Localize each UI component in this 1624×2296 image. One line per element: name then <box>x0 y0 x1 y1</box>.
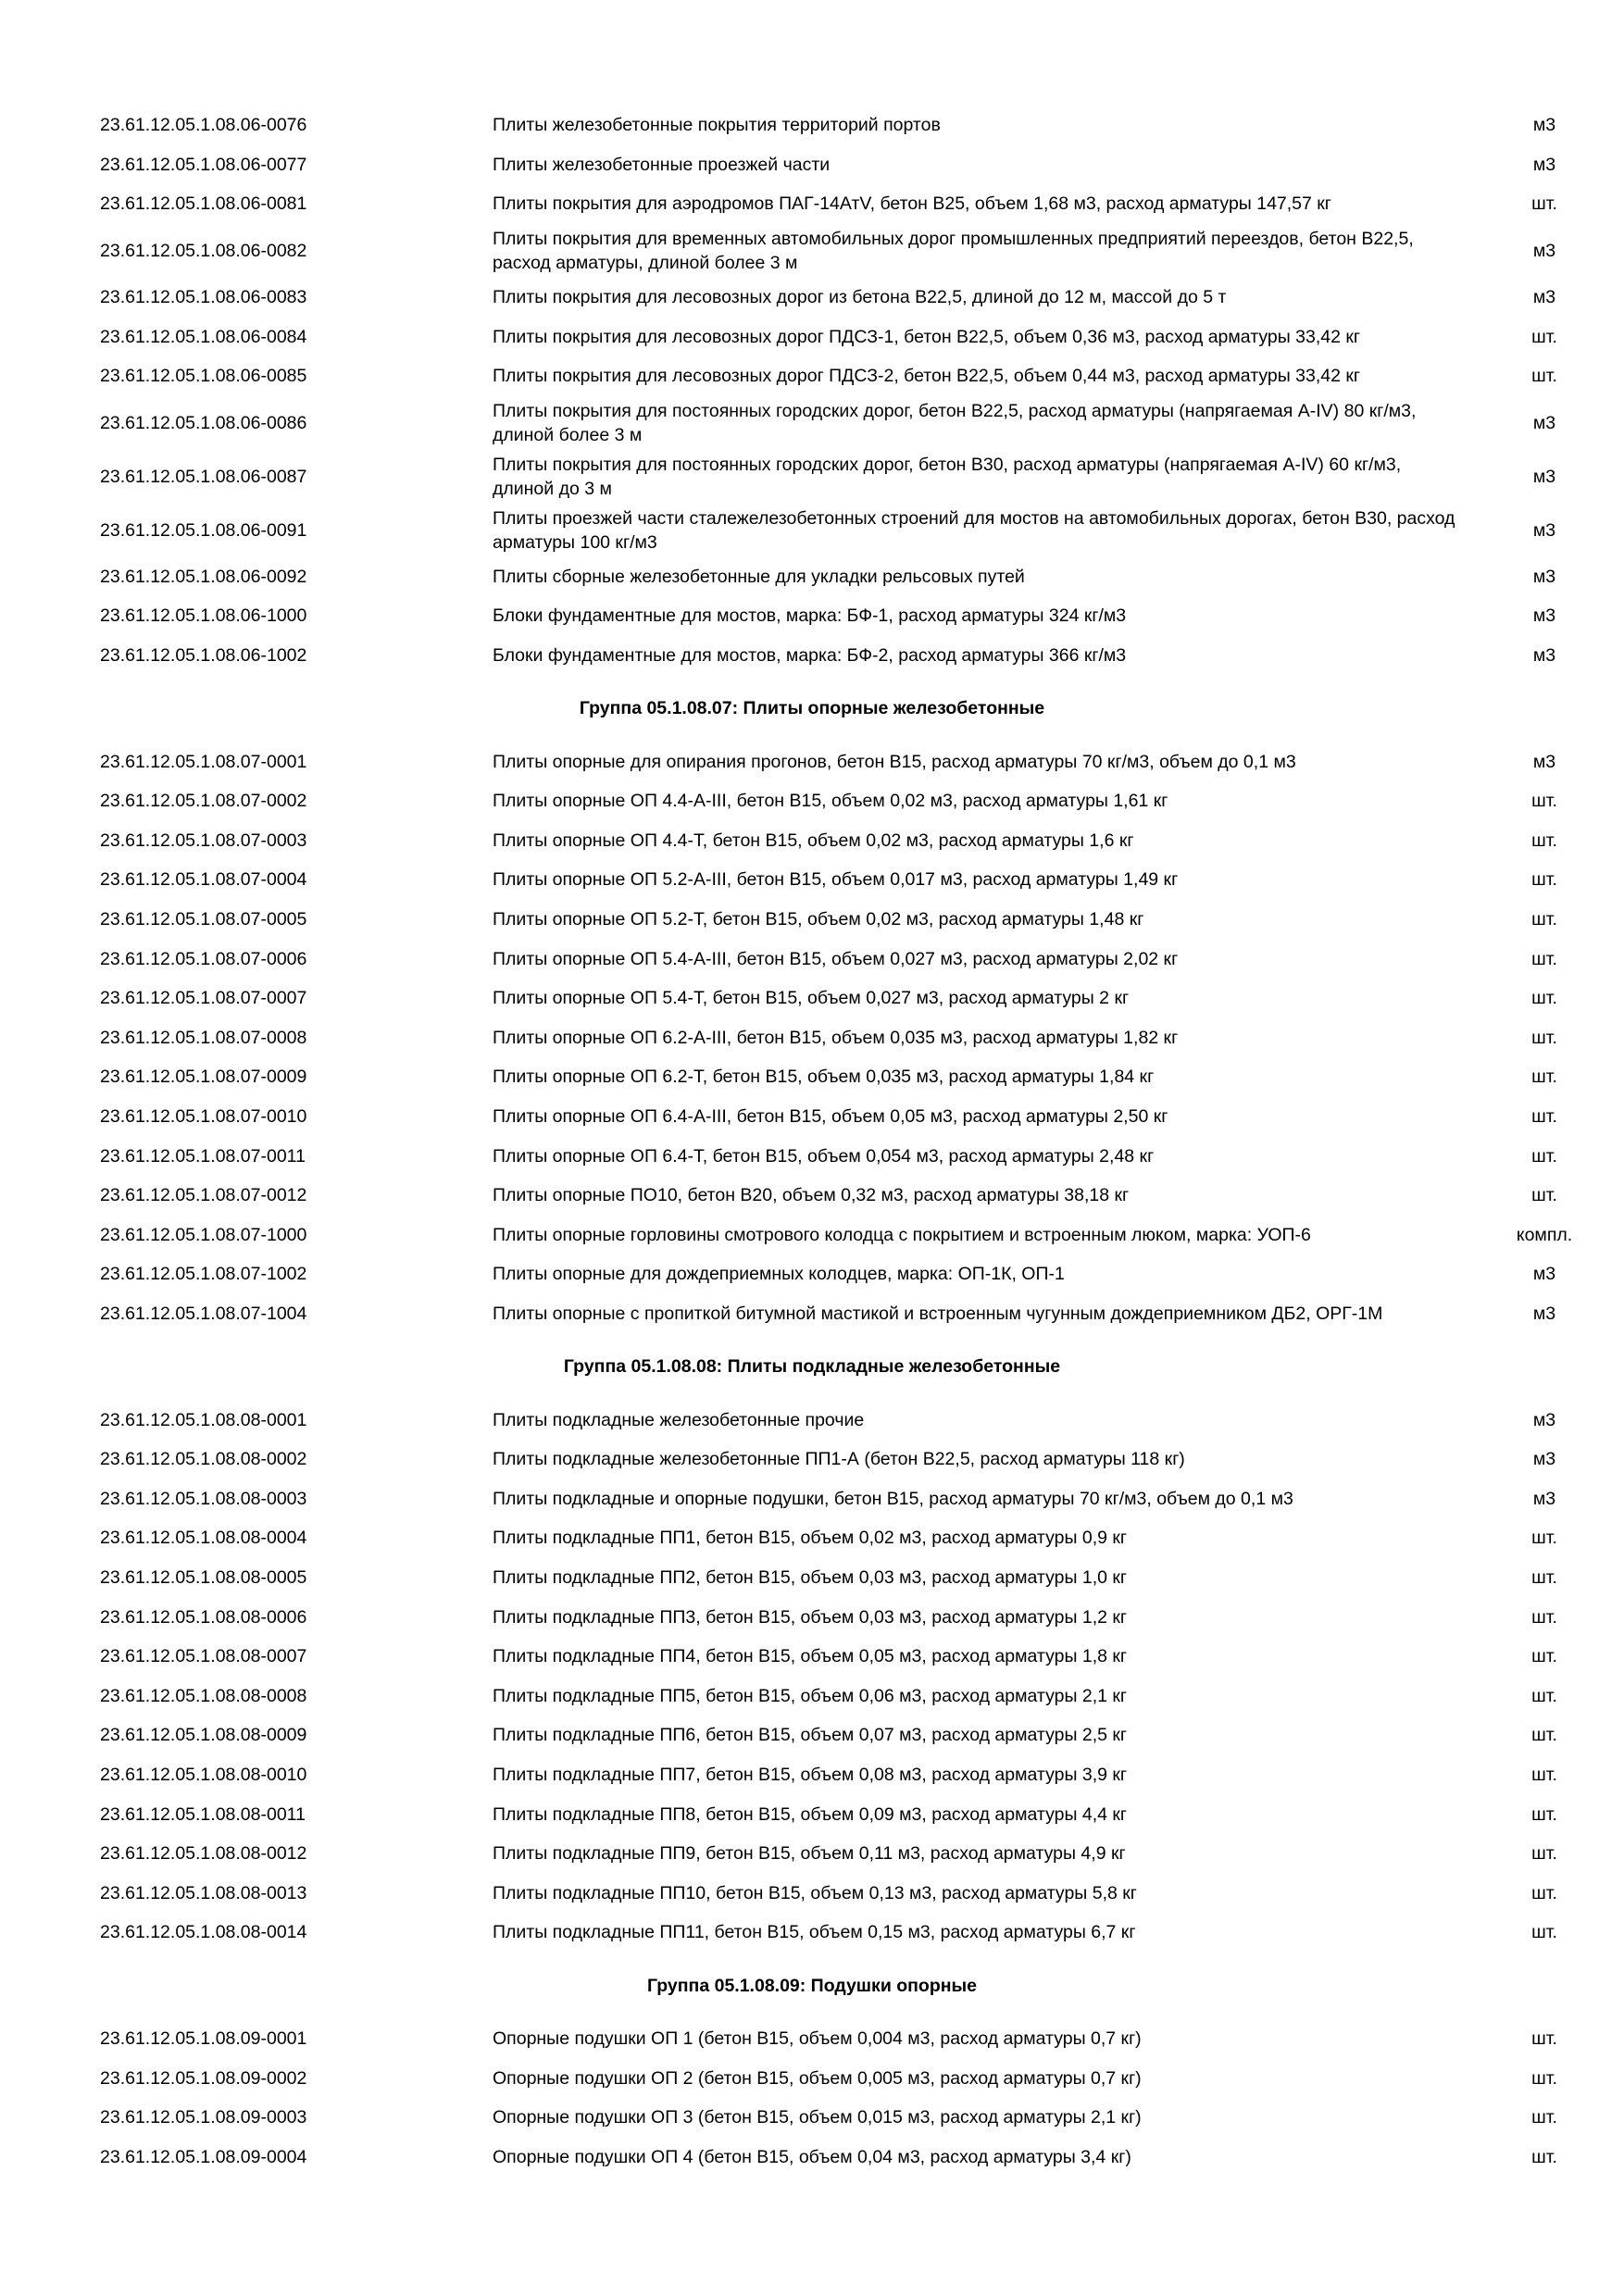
row-code: 23.61.12.05.1.08.08-0003 <box>100 1488 307 1509</box>
row-description: Плиты железобетонные покрытия территорий портов <box>493 115 941 136</box>
row-unit: шт. <box>1531 1882 1557 1903</box>
row-description: Плиты подкладные ПП3, бетон В15, объем 0,03 м3, расход арматуры 1,2 кг <box>493 1606 1128 1628</box>
row-description: Плиты опорные ОП 5.2-Т, бетон В15, объем 0,02 м3, расход арматуры 1,48 кг <box>493 909 1144 930</box>
row-code: 23.61.12.05.1.08.08-0013 <box>100 1882 307 1903</box>
row-description: Опорные подушки ОП 1 (бетон В15, объем 0,004 м3, расход арматуры 0,7 кг) <box>493 2028 1142 2050</box>
row-description: Опорные подушки ОП 3 (бетон В15, объем 0,015 м3, расход арматуры 2,1 кг) <box>493 2107 1142 2128</box>
row-unit: шт. <box>1531 1803 1557 1825</box>
table-row <box>0 1057 1624 1097</box>
row-description: Плиты подкладные железобетонные прочие <box>493 1409 865 1430</box>
row-description: Плиты опорные ПО10, бетон В20, объем 0,32 м3, расход арматуры 38,18 кг <box>493 1185 1130 1206</box>
table-row <box>0 1834 1624 1874</box>
row-description: Плиты подкладные ПП7, бетон В15, объем 0,08 м3, расход арматуры 3,9 кг <box>493 1765 1128 1786</box>
row-unit: компл. <box>1516 1224 1573 1245</box>
row-description: Плиты подкладные ПП11, бетон В15, объем 0,15 м3, расход арматуры 6,7 кг <box>493 1922 1136 1943</box>
row-unit: шт. <box>1531 1725 1557 1746</box>
row-code: 23.61.12.05.1.08.06-1000 <box>100 605 307 627</box>
row-description: Плиты опорные горловины смотрового колодца с покрытием и встроенным люком, марка: УОП-6 <box>493 1224 1311 1245</box>
row-code: 23.61.12.05.1.08.08-0009 <box>100 1725 307 1746</box>
row-unit: м3 <box>1532 466 1556 487</box>
row-description: Плиты опорные ОП 5.2-А-III, бетон В15, объем 0,017 м3, расход арматуры 1,49 кг <box>493 869 1179 891</box>
row-code: 23.61.12.05.1.08.07-0010 <box>100 1106 307 1128</box>
table-row <box>0 939 1624 979</box>
table-row <box>0 596 1624 636</box>
group-heading: Группа 05.1.08.08: Плиты подкладные железобетонные <box>563 1356 1061 1378</box>
row-code: 23.61.12.05.1.08.09-0001 <box>100 2028 307 2050</box>
table-row <box>0 781 1624 821</box>
table-row <box>0 636 1624 676</box>
row-code: 23.61.12.05.1.08.07-0005 <box>100 909 307 930</box>
table-row <box>0 1874 1624 1914</box>
table-row <box>0 1716 1624 1755</box>
row-code: 23.61.12.05.1.08.08-0005 <box>100 1567 307 1589</box>
row-description: Плиты покрытия для лесовозных дорог ПДСЗ-1, бетон В22,5, объем 0,36 м3, расход арматуры 33,42 кг <box>493 326 1361 347</box>
row-unit: м3 <box>1532 115 1556 136</box>
row-code: 23.61.12.05.1.08.07-0003 <box>100 830 307 851</box>
row-unit: шт. <box>1531 193 1557 215</box>
row-unit: м3 <box>1532 287 1556 308</box>
row-description: Плиты подкладные и опорные подушки, бетон В15, расход арматуры 70 кг/м3, объем до 0,1 м3 <box>493 1488 1293 1509</box>
table-row <box>0 1440 1624 1479</box>
row-description: Плиты покрытия для лесовозных дорог из бетона В22,5, длиной до 12 м, массой до 5 т <box>493 287 1227 308</box>
row-description: Блоки фундаментные для мостов, марка: БФ-1, расход арматуры 324 кг/м3 <box>493 605 1127 627</box>
table-row <box>0 1018 1624 1058</box>
table-row <box>0 2019 1624 2059</box>
row-code: 23.61.12.05.1.08.07-0012 <box>100 1185 307 1206</box>
table-row <box>0 1400 1624 1440</box>
row-unit: м3 <box>1532 645 1556 667</box>
row-code: 23.61.12.05.1.08.06-0092 <box>100 566 307 587</box>
row-description: Плиты покрытия для постоянных городских дорог, бетон В30, расход арматуры (напрягаемая А-IV) 60 кг/м3, длиной до 3 м <box>493 454 1402 499</box>
row-description: Плиты сборные железобетонные для укладки рельсовых путей <box>493 566 1025 587</box>
row-code: 23.61.12.05.1.08.07-0004 <box>100 869 307 891</box>
row-unit: шт. <box>1531 869 1557 891</box>
row-code: 23.61.12.05.1.08.09-0004 <box>100 2146 307 2167</box>
table-row <box>0 2098 1624 2138</box>
row-description: Плиты опорные ОП 4.4-А-III, бетон В15, объем 0,02 м3, расход арматуры 1,61 кг <box>493 791 1168 812</box>
row-unit: шт. <box>1531 1646 1557 1667</box>
table-row <box>0 1176 1624 1216</box>
row-description: Плиты подкладные ПП9, бетон В15, объем 0,11 м3, расход арматуры 4,9 кг <box>493 1843 1126 1865</box>
row-unit: шт. <box>1531 1567 1557 1589</box>
row-description: Опорные подушки ОП 2 (бетон В15, объем 0,005 м3, расход арматуры 0,7 кг) <box>493 2067 1142 2089</box>
row-unit: м3 <box>1532 1264 1556 1285</box>
row-description: Плиты подкладные ПП1, бетон В15, объем 0,02 м3, расход арматуры 0,9 кг <box>493 1528 1128 1549</box>
row-code: 23.61.12.05.1.08.07-1004 <box>100 1304 307 1325</box>
row-description: Плиты железобетонные проезжей части <box>493 154 831 175</box>
row-description: Плиты опорные ОП 5.4-Т, бетон В15, объем 0,027 м3, расход арматуры 2 кг <box>493 988 1130 1009</box>
table-row <box>0 557 1624 597</box>
row-description: Плиты опорные ОП 6.4-А-III, бетон В15, объем 0,05 м3, расход арматуры 2,50 кг <box>493 1106 1168 1128</box>
row-unit: шт. <box>1531 1922 1557 1943</box>
row-code: 23.61.12.05.1.08.06-0087 <box>100 466 307 487</box>
table-row <box>0 450 1624 504</box>
row-unit: шт. <box>1531 2107 1557 2128</box>
table-row <box>0 1254 1624 1294</box>
row-unit: м3 <box>1532 1304 1556 1325</box>
row-code: 23.61.12.05.1.08.06-0081 <box>100 193 307 215</box>
row-code: 23.61.12.05.1.08.08-0011 <box>100 1803 306 1825</box>
row-code: 23.61.12.05.1.08.07-1002 <box>100 1264 307 1285</box>
row-code: 23.61.12.05.1.08.08-0002 <box>100 1449 307 1470</box>
table-row <box>0 224 1624 278</box>
row-code: 23.61.12.05.1.08.08-0007 <box>100 1646 307 1667</box>
row-code: 23.61.12.05.1.08.07-0001 <box>100 751 307 772</box>
row-unit: шт. <box>1531 2146 1557 2167</box>
row-description: Плиты подкладные ПП2, бетон В15, объем 0,03 м3, расход арматуры 1,0 кг <box>493 1567 1128 1589</box>
row-description: Плиты подкладные ПП5, бетон В15, объем 0,06 м3, расход арматуры 2,1 кг <box>493 1685 1128 1706</box>
row-code: 23.61.12.05.1.08.08-0006 <box>100 1606 307 1628</box>
row-description: Плиты проезжей части сталежелезобетонных строений для мостов на автомобильных дорогах, бетон В30, расход арматуры 100 кг/м3 <box>493 507 1455 553</box>
row-description: Плиты опорные для дождеприемных колодцев, марка: ОП-1К, ОП-1 <box>493 1264 1065 1285</box>
table-row <box>0 317 1624 356</box>
row-code: 23.61.12.05.1.08.06-0082 <box>100 240 307 261</box>
row-description: Плиты подкладные ПП8, бетон В15, объем 0,09 м3, расход арматуры 4,4 кг <box>493 1803 1128 1825</box>
row-unit: м3 <box>1532 412 1556 433</box>
row-description: Плиты подкладные ПП4, бетон В15, объем 0,05 м3, расход арматуры 1,8 кг <box>493 1646 1128 1667</box>
row-unit: шт. <box>1531 909 1557 930</box>
table-row <box>0 106 1624 145</box>
table-row <box>0 504 1624 557</box>
row-description: Блоки фундаментные для мостов, марка: БФ-2, расход арматуры 366 кг/м3 <box>493 645 1127 667</box>
row-unit: шт. <box>1531 1765 1557 1786</box>
table-row <box>0 900 1624 940</box>
table-row <box>0 278 1624 318</box>
row-unit: шт. <box>1531 948 1557 969</box>
row-unit: шт. <box>1531 791 1557 812</box>
row-unit: шт. <box>1531 1067 1557 1088</box>
row-unit: шт. <box>1531 1606 1557 1628</box>
row-unit: шт. <box>1531 366 1557 387</box>
row-description: Плиты опорные ОП 6.2-Т, бетон В15, объем 0,035 м3, расход арматуры 1,84 кг <box>493 1067 1155 1088</box>
row-description: Плиты покрытия для временных автомобильных дорог промышленных предприятий переездов, бетон В22,5, расход арматуры, длиной более 3 м <box>493 228 1414 273</box>
row-code: 23.61.12.05.1.08.06-1002 <box>100 645 307 667</box>
table-row <box>0 2058 1624 2098</box>
row-description: Плиты опорные для опирания прогонов, бетон В15, расход арматуры 70 кг/м3, объем до 0,1 м3 <box>493 751 1296 772</box>
row-code: 23.61.12.05.1.08.07-0006 <box>100 948 307 969</box>
row-description: Плиты опорные ОП 5.4-А-III, бетон В15, объем 0,027 м3, расход арматуры 2,02 кг <box>493 948 1179 969</box>
row-unit: м3 <box>1532 519 1556 541</box>
row-unit: м3 <box>1532 240 1556 261</box>
row-description: Плиты покрытия для лесовозных дорог ПДСЗ-2, бетон В22,5, объем 0,44 м3, расход арматуры 33,42 кг <box>493 366 1361 387</box>
row-unit: шт. <box>1531 1106 1557 1128</box>
row-unit: шт. <box>1531 1145 1557 1167</box>
row-unit: шт. <box>1531 1027 1557 1048</box>
row-code: 23.61.12.05.1.08.07-0002 <box>100 791 307 812</box>
row-description: Плиты опорные ОП 6.2-А-III, бетон В15, объем 0,035 м3, расход арматуры 1,82 кг <box>493 1027 1179 1048</box>
row-code: 23.61.12.05.1.08.08-0004 <box>100 1528 307 1549</box>
row-unit: шт. <box>1531 2067 1557 2089</box>
table-row <box>0 979 1624 1018</box>
row-description: Плиты покрытия для аэродромов ПАГ-14АтV, бетон В25, объем 1,68 м3, расход арматуры 147,57 кг <box>493 193 1331 215</box>
row-description: Плиты опорные с пропиткой битумной мастикой и встроенным чугунным дождеприемником ДБ2, ОРГ-1М <box>493 1304 1383 1325</box>
table-row <box>0 2138 1624 2177</box>
row-code: 23.61.12.05.1.08.06-0091 <box>100 519 307 541</box>
row-code: 23.61.12.05.1.08.06-0085 <box>100 366 307 387</box>
group-heading: Группа 05.1.08.09: Подушки опорные <box>646 1975 978 1996</box>
row-unit: шт. <box>1531 1528 1557 1549</box>
row-unit: шт. <box>1531 1843 1557 1865</box>
row-code: 23.61.12.05.1.08.08-0001 <box>100 1409 307 1430</box>
row-description: Плиты подкладные железобетонные ПП1-А (бетон В22,5, расход арматуры 118 кг) <box>493 1449 1185 1470</box>
row-code: 23.61.12.05.1.08.09-0002 <box>100 2067 307 2089</box>
table-row <box>0 1294 1624 1334</box>
row-description: Плиты покрытия для постоянных городских дорог, бетон В22,5, расход арматуры (напрягаемая А-IV) 80 кг/м3, длиной более 3 м <box>493 400 1417 445</box>
row-unit: шт. <box>1531 326 1557 347</box>
row-unit: м3 <box>1532 751 1556 772</box>
row-code: 23.61.12.05.1.08.08-0008 <box>100 1685 307 1706</box>
row-code: 23.61.12.05.1.08.08-0010 <box>100 1765 307 1786</box>
row-unit: м3 <box>1532 1449 1556 1470</box>
row-unit: шт. <box>1531 988 1557 1009</box>
row-unit: м3 <box>1532 605 1556 627</box>
table-row <box>0 184 1624 224</box>
table-row <box>0 1794 1624 1834</box>
table-row <box>0 821 1624 861</box>
table-row <box>0 1216 1624 1255</box>
row-code: 23.61.12.05.1.08.07-0007 <box>100 988 307 1009</box>
row-code: 23.61.12.05.1.08.08-0012 <box>100 1843 307 1865</box>
table-row <box>0 1097 1624 1137</box>
row-description: Плиты опорные ОП 4.4-Т, бетон В15, объем 0,02 м3, расход арматуры 1,6 кг <box>493 830 1134 851</box>
table-row <box>0 1558 1624 1598</box>
row-code: 23.61.12.05.1.08.07-0011 <box>100 1145 306 1167</box>
row-code: 23.61.12.05.1.08.09-0003 <box>100 2107 307 2128</box>
row-unit: м3 <box>1532 1409 1556 1430</box>
table-row <box>0 742 1624 781</box>
table-row <box>0 860 1624 900</box>
table-row <box>0 1136 1624 1176</box>
row-unit: м3 <box>1532 566 1556 587</box>
row-unit: м3 <box>1532 1488 1556 1509</box>
row-unit: шт. <box>1531 1685 1557 1706</box>
table-row <box>0 1597 1624 1637</box>
row-code: 23.61.12.05.1.08.06-0076 <box>100 115 307 136</box>
row-unit: шт. <box>1531 830 1557 851</box>
row-unit: м3 <box>1532 154 1556 175</box>
table-row <box>0 356 1624 396</box>
table-row <box>0 1637 1624 1677</box>
group-heading: Группа 05.1.08.07: Плиты опорные железобетонные <box>579 698 1045 719</box>
table-row <box>0 396 1624 450</box>
row-code: 23.61.12.05.1.08.07-1000 <box>100 1224 307 1245</box>
table-row <box>0 1755 1624 1795</box>
row-code: 23.61.12.05.1.08.08-0014 <box>100 1922 307 1943</box>
table-row <box>0 1518 1624 1558</box>
row-code: 23.61.12.05.1.08.06-0077 <box>100 154 307 175</box>
row-description: Плиты подкладные ПП6, бетон В15, объем 0,07 м3, расход арматуры 2,5 кг <box>493 1725 1128 1746</box>
row-unit: шт. <box>1531 1185 1557 1206</box>
row-code: 23.61.12.05.1.08.06-0083 <box>100 287 307 308</box>
table-row <box>0 1479 1624 1519</box>
row-code: 23.61.12.05.1.08.07-0008 <box>100 1027 307 1048</box>
row-description: Плиты опорные ОП 6.4-Т, бетон В15, объем 0,054 м3, расход арматуры 2,48 кг <box>493 1145 1155 1167</box>
table-row <box>0 1913 1624 1953</box>
row-code: 23.61.12.05.1.08.06-0086 <box>100 412 307 433</box>
row-code: 23.61.12.05.1.08.07-0009 <box>100 1067 307 1088</box>
row-unit: шт. <box>1531 2028 1557 2050</box>
table-row <box>0 145 1624 185</box>
row-description: Плиты подкладные ПП10, бетон В15, объем 0,13 м3, расход арматуры 5,8 кг <box>493 1882 1137 1903</box>
table-row <box>0 1677 1624 1716</box>
row-description: Опорные подушки ОП 4 (бетон В15, объем 0,04 м3, расход арматуры 3,4 кг) <box>493 2146 1131 2167</box>
row-code: 23.61.12.05.1.08.06-0084 <box>100 326 307 347</box>
